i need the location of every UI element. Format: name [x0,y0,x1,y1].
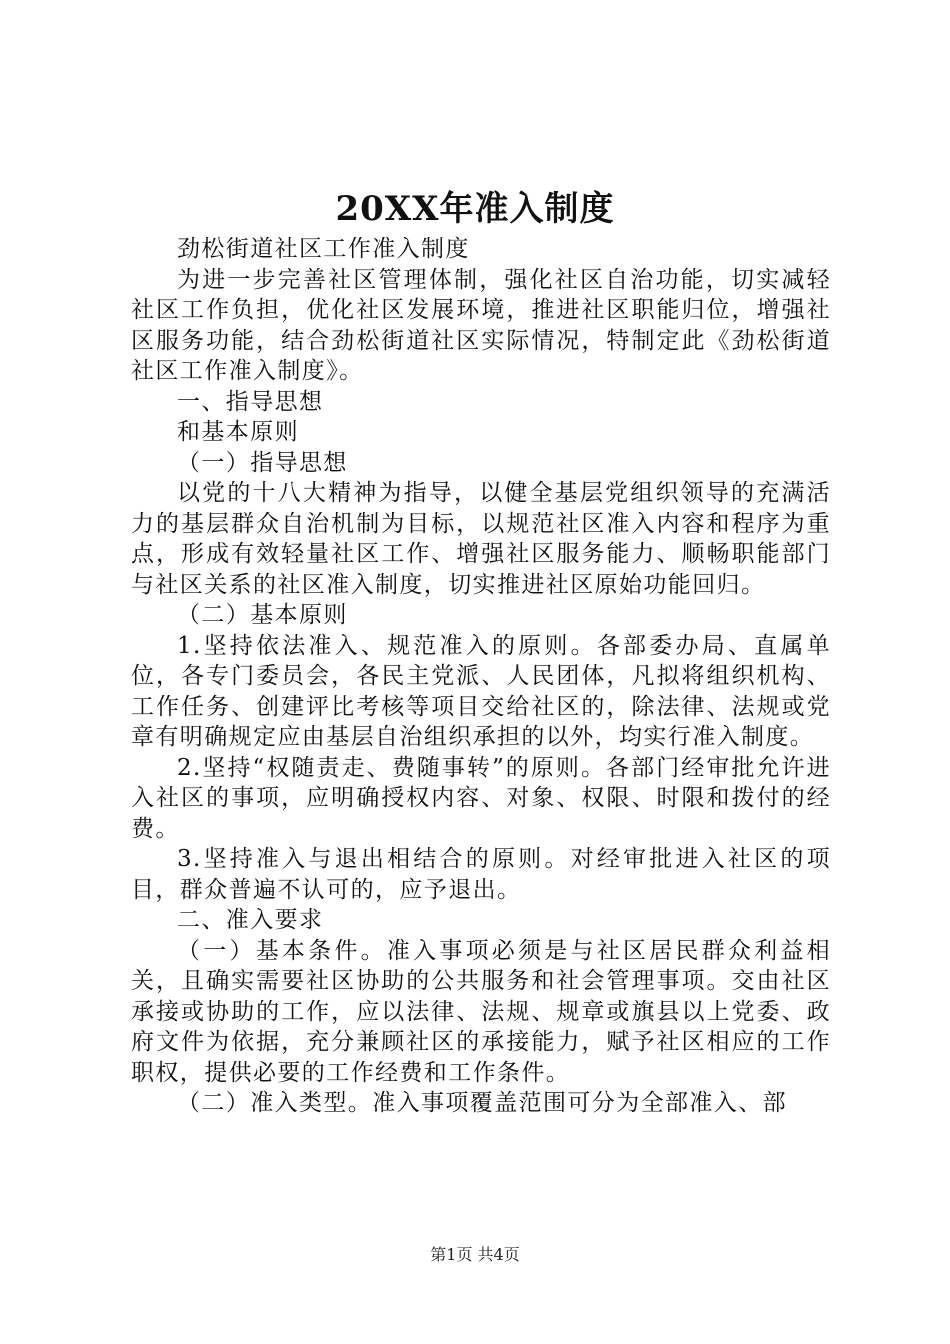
paragraph-access-types: （二）准入类型。准入事项覆盖范围可分为全部准入、部 [177,1090,787,1116]
document-body [131,234,831,1119]
heading-section-1-cont: 和基本原则 [177,419,299,445]
paragraph-preamble: 为进一步完善社区管理体制，强化社区自治功能，切实减轻社区工作负担，优化社区发展环境，推进社区职能归位，增强社区服务功能，结合劲松街道社区实际情况，特制定此《劲松街道社区工作准入制度》。 [131,266,831,384]
page-footer: 第1页 共4页 [430,1245,520,1264]
heading-section-2: 二、准入要求 [177,907,324,933]
paragraph-subtitle: 劲松街道社区工作准入制度 [177,236,470,262]
heading-basic-principles: （二）基本原则 [177,602,348,628]
paragraph-principle-1: 1.坚持依法准入、规范准入的原则。各部委办局、直属单位，各专门委员会，各民主党派、人民团体，凡拟将组织机构、工作任务、创建评比考核等项目交给社区的，除法律、法规或党章有明确规定应由基层自治组织承担的以外，均实行准入制度。 [131,632,831,750]
heading-section-1: 一、指导思想 [177,388,324,415]
paragraph-basic-conditions: （一）基本条件。准入事项必须是与社区居民群众利益相关，且确实需要社区协助的公共服务和社会管理事项。交由社区承接或协助的工作，应以法律、法规、规章或旗县以上党委、政府文件为依据，充分兼顾社区的承接能力，赋予社区相应的工作职权，提供必要的工作经费和工作条件。 [131,937,831,1086]
heading-guiding-thought: （一）指导思想 [177,449,348,476]
paragraph-guiding-thought: 以党的十八大精神为指导，以健全基层党组织领导的充满活力的基层群众自治机制为目标，以规范社区准入内容和程序为重点，形成有效轻量社区工作、增强社区服务能力、顺畅职能部门与社区关系的社区准入制度，切实推进社区原始功能回归。 [131,480,831,598]
paragraph-principle-3: 3.坚持准入与退出相结合的原则。对经审批进入社区的项目，群众普遍不认可的，应予退出。 [131,846,831,903]
document-title: 20XX年准入制度 [335,189,615,229]
paragraph-principle-2: 2.坚持“权随责走、费随事转”的原则。各部门经审批允许进入社区的事项，应明确授权内容、对象、权限、时限和拨付的经费。 [131,754,831,842]
